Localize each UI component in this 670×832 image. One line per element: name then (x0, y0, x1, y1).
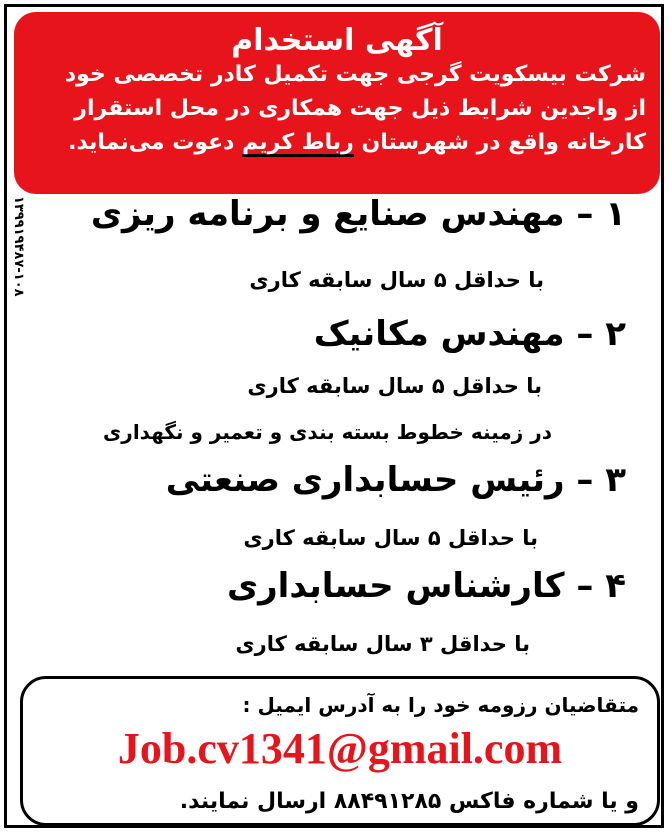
intro-line-1: شرکت بیسکویت گرجی جهت تکمیل کادر تخصصی خود (64, 62, 646, 87)
fax-prefix: و یا شماره فاکس (441, 789, 639, 814)
job-req-4: با حداقل ۳ سال سابقه کاری (235, 632, 530, 656)
intro-line-3-prefix: کارخانه واقع در شهرستان (353, 130, 646, 155)
job-title-2: ۲ – مهندس مکانیک (313, 314, 626, 354)
fax-line (180, 789, 639, 814)
job-req-3: با حداقل ۵ سال سابقه کاری (243, 526, 538, 550)
job-title-3: ۳ – رئیس حسابداری صنعتی (165, 460, 626, 500)
job-req-1: با حداقل ۵ سال سابقه کاری (249, 268, 544, 292)
intro-line-3 (14, 126, 660, 160)
job-req-2-field: در زمینه خطوط بسته بندی و تعمیر و نگهداری (102, 420, 552, 444)
fax-suffix: ارسال نمایند. (179, 789, 334, 814)
job-title-4: ۴ – کارشناس حسابداری (226, 566, 626, 606)
job-req-2: با حداقل ۵ سال سابقه کاری (247, 374, 542, 398)
intro-line-2: از واجدین شرایط ذیل جهت همکاری در محل استقرار (74, 96, 646, 121)
intro-line-3-suffix: دعوت می‌نماید. (68, 130, 243, 155)
header-banner (14, 12, 660, 194)
job-title-1: ۱ – مهندس صنایع و برنامه ریزی (90, 194, 626, 234)
email-link[interactable]: Job.cv1341@gmail.com (117, 724, 563, 773)
contact-box (20, 676, 660, 826)
ad-code: ۱۳۹۹۱۹۴۸۷-۱۰۸ (11, 196, 26, 297)
fax-number: ۸۸۴۹۱۲۸۵ (333, 789, 442, 814)
location-highlight: رباط کریم (242, 130, 354, 155)
ad-title: آگهی استخدام (231, 23, 443, 58)
contact-intro: متقاضیان رزومه خود را به آدرس ایمیل : (242, 693, 639, 717)
